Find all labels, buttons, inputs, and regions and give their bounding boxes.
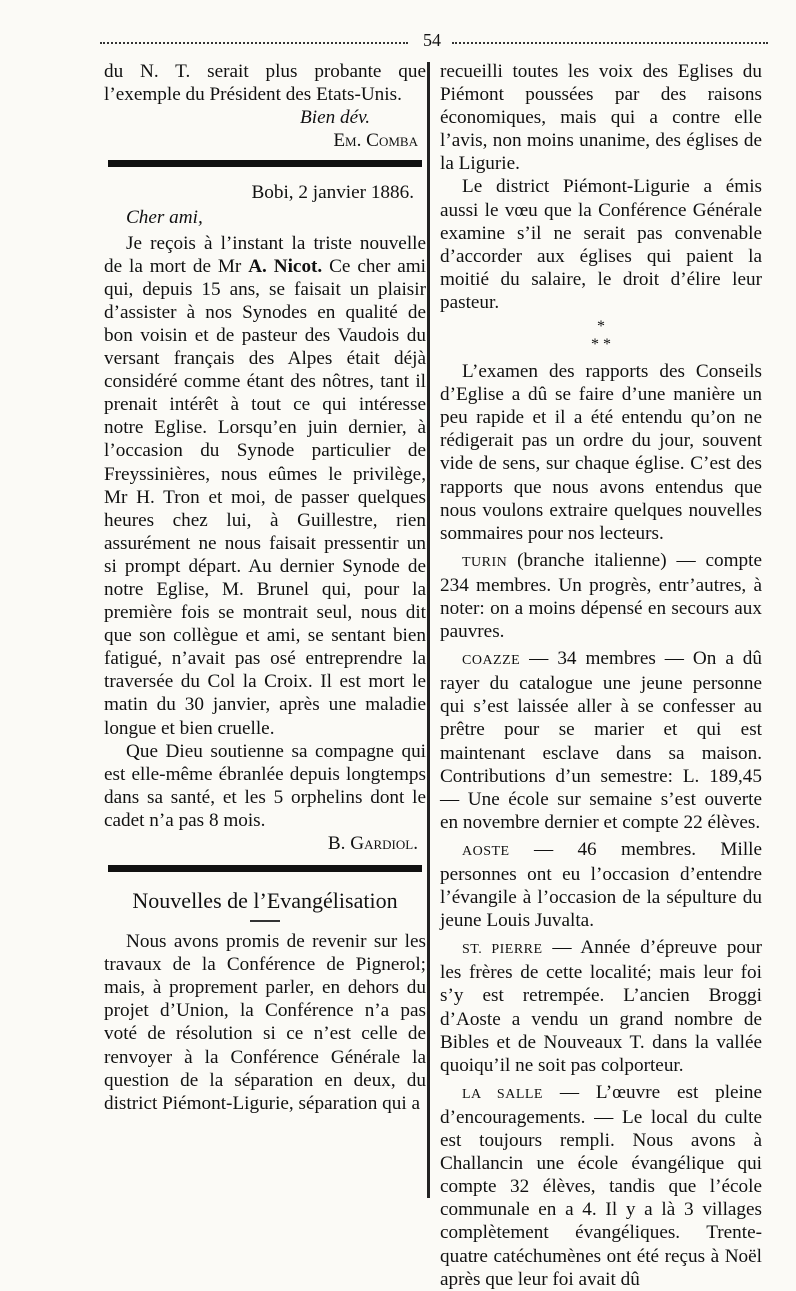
letter1-end: du N. T. serait plus probante que l’exemple du Président des Etats-Unis. [104, 61, 426, 106]
asterism-bottom: * * [591, 336, 611, 354]
right-paragraph-3: L’examen des rapports des Conseils d’Eglise a dû se faire d’une manière un peu rapide et il a été entendu qu’on ne rédigerait pas un ordre du jour, souvent vide de sens, sur chaque église. C’est des rapports que nous avons entendus que nous voulons extraire quelques nouvelles sommaires pour nos lecteurs. [440, 361, 762, 544]
asterism [440, 318, 762, 354]
letter2-paragraph-2: Que Dieu soutienne sa compagne qui est elle-même ébranlée depuis longtemps dans sa santé, et les 5 orphelins dont le cadet n’a pas 8 mois. [104, 740, 426, 831]
letter2-paragraph-1-rest: Ce cher ami qui, depuis 15 ans, se faisait un plaisir d’assister à nos Synodes en qualité de bon voisin et de pasteur des Vaudois du versant français des Alpes était déjà considéré comme étant des nôtres, tant il prenait intérêt à tout ce qui intéresse notre Eglise. Lorsqu’en juin dernier, à l’occasion du Synode particulier de Freyssinières, nous eûmes le privilège, Mr H. Tron et moi, de passer quelques heures chez lui, à Guillestre, rien assurément ne nous faisait pressentir un si prompt départ. Au dernier Synode de notre Eglise, M. Brunel qui, pour la première fois se montrait seul, nous dit que son collègue et ami, se sentant bien fatigué, n’avait pas osé entreprendre la traversée du Col la Croix. Il est mort le matin du 30 janvier, après une maladie longue et bien cruelle. [104, 255, 426, 739]
section-title: Nouvelles de l’Evangélisation [132, 888, 398, 914]
right-paragraph-2: Le district Piémont-Ligurie a émis aussi le vœu que la Conférence Générale examine s’il ne serait pas convenable d’accorder aux églises qui paient la moitié du salaire, le droit d’élire leur pasteur. [440, 176, 762, 313]
church-label: ST. PIERRE [462, 942, 543, 958]
column-divider [427, 62, 430, 1198]
church-entry-la-salle [440, 1081, 762, 1291]
church-text: (branche italienne) — compte 234 membres. Un progrès, entr’autres, à noter: on a moins dépensé en secours aux pauvres. [440, 549, 762, 643]
church-label: COAZZE [462, 653, 521, 669]
letter2-salutation: Cher ami, [126, 207, 203, 229]
right-paragraph-1: recueilli toutes les voix des Eglises du Piémont poussées par des raisons économiques, mais qui a contre elle l’avis, non moins unanime, des églises de la Ligurie. [440, 61, 762, 175]
title-rule [250, 920, 280, 922]
page-number: 54 [423, 30, 441, 50]
church-label: LA SALLE [462, 1086, 543, 1102]
page-header [100, 30, 768, 52]
section-paragraph: Nous avons promis de revenir sur les travaux de la Conférence de Pignerol; mais, à proprement parler, en dehors du projet d’Union, la Conférence n’a pas voté de résolution si ce n’est celle de renvoyer à la Conférence Générale la question de la séparation en deux, du district Piémont-Ligurie, séparation qui a [104, 931, 426, 1114]
church-text: — 46 membres. Mille personnes ont eu l’occasion d’entendre l’évangile à l’occasion de la sépulture du jeune Louis Juvalta. [440, 838, 762, 932]
church-label: AOSTE [462, 843, 510, 859]
church-text: — Année d’épreuve pour les frères de cette localité; mais leur foi s’y est retrempée. L’ancien Broggi d’Aoste a vendu un grand nombre de Bibles et de Nouveaux T. dans la vallée quoiqu’il ne soit pas colporteur. [440, 937, 762, 1076]
church-entry-st-pierre [440, 936, 762, 1077]
church-text: — L’œuvre est pleine d’encouragements. — Le local du culte est toujours rempli. Nous avons à Challancin une école évangélique qui compte 32 élèves, tandis que l’école communale en a 4. Il y a là 3 villages complètement évangéliques. Trente-quatre catéchumènes ont été reçus à Noël après que leur foi avait dû [440, 1081, 762, 1290]
letter1-closing: Bien dév. [300, 107, 370, 129]
church-text: — 34 membres — On a dû rayer du catalogue une jeune personne qui s’est laissée aller à se confesser au prêtre pour se marier et qui est maintenant esclave dans sa maison. Contributions d’un semestre: L. 189,45 — Une école sur semaine s’est ouverte en novembre dernier et compte 22 élèves. [440, 648, 762, 833]
letter1-signature: Em. Comba [333, 130, 418, 152]
deceased-name: A. Nicot. [248, 255, 323, 277]
left-column [104, 60, 426, 1115]
asterism-top: * [597, 318, 605, 336]
church-entry-coazze [440, 647, 762, 834]
letter2-paragraph-1 [104, 232, 426, 740]
header-rule-right [452, 42, 768, 44]
header-rule-left [100, 42, 408, 44]
letter2-signature: B. Gardiol. [327, 833, 418, 854]
church-entry-turin [440, 549, 762, 643]
church-entry-aoste [440, 838, 762, 932]
letter2-dateline: Bobi, 2 janvier 1886. [251, 182, 414, 204]
section-divider [108, 865, 422, 872]
section-divider [108, 160, 422, 167]
letter2-paragraph-1-start: Je reçois à l’instant la triste nouvelle de la mort de Mr [104, 232, 426, 277]
right-column [440, 60, 762, 1291]
church-label: TURIN [462, 554, 508, 570]
